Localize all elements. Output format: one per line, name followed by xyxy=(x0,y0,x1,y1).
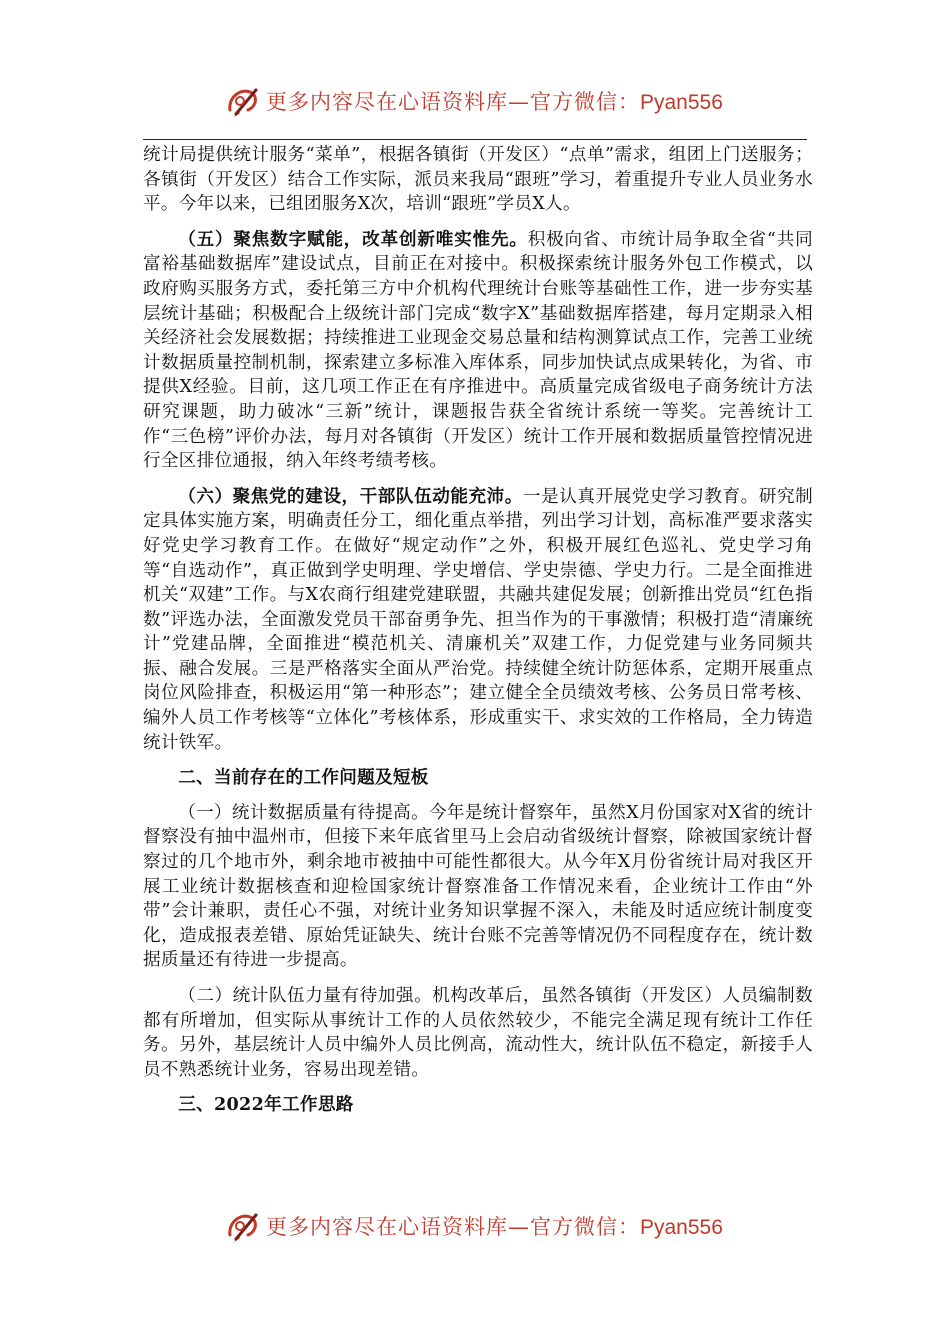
section-five-text: 积极向省、市统计局争取全省“共同富裕基础数据库”建设试点，目前正在对接中。积极探索统计服务外包工作模式，以政府购买服务方式，委托第三方中介机构代理统计台账等基础性工作，进一步夯实基层统计基础；积极配合上级统计部门完成“数字X”基础数据库搭建，每月定期录入相关经济社会发展数据；持续推进工业现金交易总量和结构测算试点工作，完善工业统计数据质量控制机制，探索建立多标准入库体系，同步加快试点成果转化，为省、市提供X经验。目前，这几项工作正在有序推进中。高质量完成省级电子商务统计方法研究课题，助力破冰“三新”统计，课题报告获全省统计系统一等奖。完善统计工作“三色榜”评价办法，每月对各镇街（开发区）统计工作开展和数据质量管控情况进行全区排位通报，纳入年终考绩考核。 xyxy=(143,229,814,472)
section-five-heading: （五）聚焦数字赋能，改革创新唯实惟先。 xyxy=(178,228,528,250)
banner-slogan xyxy=(266,1213,723,1242)
banner-text: 更多内容尽在心语资料库 xyxy=(266,1215,508,1239)
banner-wechat-label: 官方微信： xyxy=(530,1215,640,1239)
header-banner xyxy=(0,82,950,122)
banner-slogan xyxy=(266,88,723,117)
banner-wechat-label: 官方微信： xyxy=(530,90,640,114)
banner-text: 更多内容尽在心语资料库 xyxy=(266,90,508,114)
document-body xyxy=(143,143,813,1128)
paragraph-team-strength: （二）统计队伍力量有待加强。机构改革后，虽然各镇街（开发区）人员编制数都有所增加，但实际从事统计工作的人员依然较少，不能完全满足现有统计工作任务。另外，基层统计人员中编外人员比例高，流动性大，统计队伍不稳定，新接手人员不熟悉统计业务，容易出现差错。 xyxy=(143,986,813,1080)
banner-wechat-id: Pyan556 xyxy=(640,1216,723,1239)
paragraph-data-quality: （一）统计数据质量有待提高。今年是统计督察年，虽然X月份国家对X省的统计督察没有抽中温州市，但接下来年底省里马上会启动省级统计督察，除被国家统计督察过的几个地市外，剩余地市被抽中可能性都很大。从今年X月份省统计局对我区开展工业统计数据核查和迎检国家统计督察准备工作情况来看，企业统计工作由“外带”会计兼职，责任心不强，对统计业务知识掌握不深入，未能及时适应统计制度变化，造成报表差错、原始凭证缺失、统计台账不完善等情况仍不同程度存在，统计数据质量还有待进一步提高。 xyxy=(143,802,813,971)
pen-logo-icon xyxy=(226,1209,262,1245)
heading-2022-plan: 三、2022年工作思路 xyxy=(178,1094,354,1116)
pen-logo-icon xyxy=(226,84,262,120)
paragraph-digital-empowerment xyxy=(143,228,813,474)
banner-separator: — xyxy=(508,1215,530,1239)
footer-banner xyxy=(0,1207,950,1247)
section-six-text: 一是认真开展党史学习教育。研究制定具体实施方案，明确责任分工，细化重点举措，列出学习计划，高标准严要求落实好党史学习教育工作。在做好“规定动作”之外，积极开展红色巡礼、党史学习角等“自选动作”，真正做到学史明理、学史增信、学史崇德、学史力行。二是全面推进机关“双建”工作。与X农商行组建党建联盟，共融共建促发展；创新推出党员“红色指数”评选办法，全面激发党员干部奋勇争先、担当作为的干事激情；积极打造“清廉统计”党建品牌，全面推进“模范机关、清廉机关”双建工作，力促党建与业务同频共振、融合发展。三是严格落实全面从严治党。持续健全统计防惩体系，定期开展重点岗位风险排查，积极运用“第一种形态”；建立健全全员绩效考核、公务员日常考核、编外人员工作考核等“立体化”考核体系，形成重实干、求实效的工作格局，全力铸造统计铁军。 xyxy=(143,486,813,753)
banner-wechat-id: Pyan556 xyxy=(640,91,723,114)
heading-current-problems: 二、当前存在的工作问题及短板 xyxy=(178,767,429,789)
header-divider xyxy=(143,139,807,140)
paragraph-party-building xyxy=(143,485,813,756)
banner-separator: — xyxy=(508,90,530,114)
paragraph-continuation: 统计局提供统计服务“菜单”，根据各镇街（开发区）“点单”需求，组团上门送服务；各镇街（开发区）结合工作实际，派员来我局“跟班”学习，着重提升专业人员业务水平。今年以来，已组团服务X次，培训“跟班”学员X人。 xyxy=(143,145,813,215)
section-six-heading: （六）聚焦党的建设，干部队伍动能充沛。 xyxy=(178,485,523,507)
